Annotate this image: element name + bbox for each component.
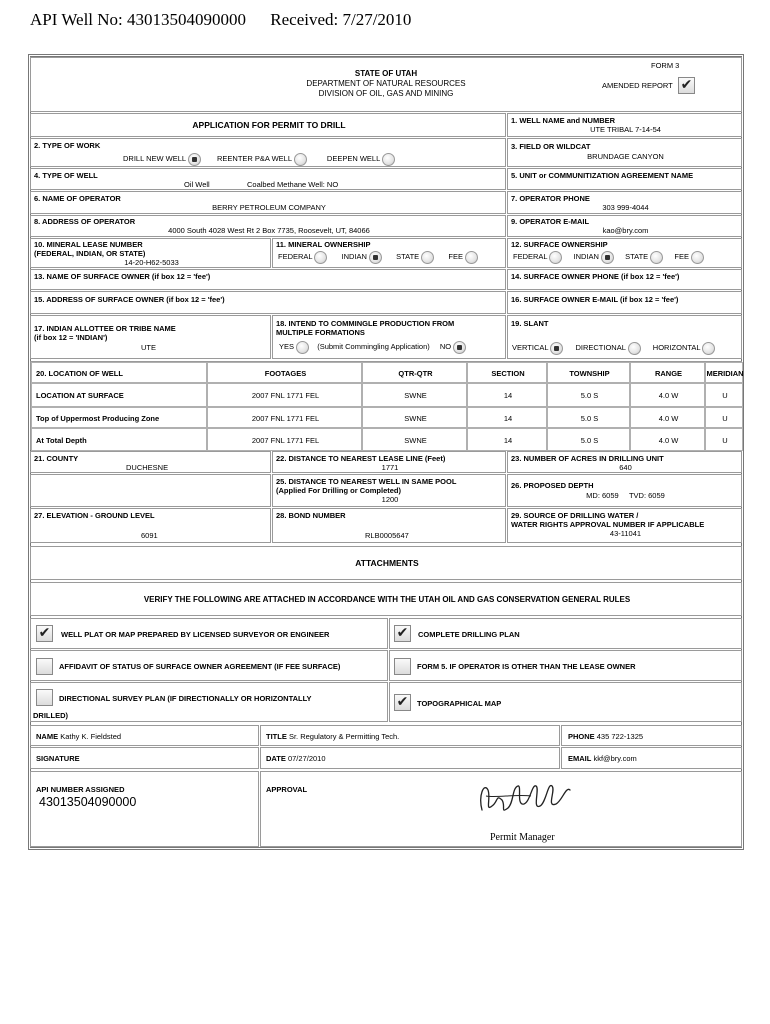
elevation-value: 6091 bbox=[141, 531, 158, 540]
location-header-text: MERIDIAN bbox=[706, 369, 744, 378]
type-of-well-value: Oil Well bbox=[184, 180, 210, 189]
signature-cell bbox=[30, 747, 259, 769]
field-6-cell bbox=[30, 191, 506, 214]
approval-label: APPROVAL bbox=[266, 785, 308, 794]
phone-label: PHONE bbox=[568, 732, 595, 741]
reenter-radio[interactable] bbox=[294, 153, 307, 166]
field-19-cell bbox=[507, 315, 742, 359]
signature-label: SIGNATURE bbox=[36, 754, 80, 763]
field-13-cell bbox=[30, 269, 506, 290]
bond-number-label: 28. BOND NUMBER bbox=[276, 511, 346, 520]
surface-owner-email-label: 16. SURFACE OWNER E-MAIL (if box 12 = 'fee') bbox=[511, 295, 679, 304]
surface-fee-radio[interactable] bbox=[691, 251, 704, 264]
location-header-text: QTR-QTR bbox=[398, 369, 433, 378]
location-cell-text: SWNE bbox=[404, 414, 427, 423]
verify-text: VERIFY THE FOLLOWING ARE ATTACHED IN ACCORDANCE WITH THE UTAH OIL AND GAS CONSERVATION GENERAL RULES bbox=[143, 595, 631, 604]
deepen-label: DEEPEN WELL bbox=[326, 154, 380, 163]
attach-5-cell bbox=[30, 682, 388, 722]
attach-1-cell bbox=[30, 618, 388, 649]
attach-5-label-cont: DRILLED) bbox=[33, 711, 68, 720]
location-cell-text: SWNE bbox=[404, 436, 427, 445]
lease-number-sublabel: (FEDERAL, INDIAN, OR STATE) bbox=[34, 249, 146, 258]
indian-allottee-sublabel: (if box 12 = 'INDIAN') bbox=[34, 333, 108, 342]
received-date: Received: 7/27/2010 bbox=[270, 10, 412, 29]
type-of-work-options bbox=[123, 152, 395, 166]
field-5-cell bbox=[507, 168, 742, 190]
mineral-ownership-options bbox=[278, 250, 478, 264]
field-26-cell bbox=[507, 474, 742, 507]
location-table-cell bbox=[547, 383, 630, 407]
attach-4-cell bbox=[389, 650, 742, 681]
phone-cell bbox=[561, 725, 742, 746]
well-name-value: UTE TRIBAL 7-14-54 bbox=[590, 125, 661, 134]
api-well-number: API Well No: 43013504090000 bbox=[30, 10, 247, 29]
location-header-cell bbox=[467, 362, 547, 383]
field-1-cell bbox=[507, 113, 742, 137]
attach-6-cell bbox=[389, 682, 742, 722]
email-label: EMAIL bbox=[568, 754, 592, 763]
field-16-cell bbox=[507, 291, 742, 314]
location-table-cell bbox=[207, 428, 362, 451]
operator-name-value: BERRY PETROLEUM COMPANY bbox=[212, 203, 326, 212]
attachments-title: ATTACHMENTS bbox=[355, 558, 419, 568]
location-cell-text: 4.0 W bbox=[658, 391, 679, 400]
acres-label: 23. NUMBER OF ACRES IN DRILLING UNIT bbox=[511, 454, 664, 463]
acres-value: 640 bbox=[619, 463, 632, 472]
proposed-depth-label: 26. PROPOSED DEPTH bbox=[511, 481, 594, 490]
surface-state-radio[interactable] bbox=[650, 251, 663, 264]
location-table-cell bbox=[31, 428, 207, 451]
location-header-text: TOWNSHIP bbox=[569, 369, 610, 378]
operator-address-label: 8. ADDRESS OF OPERATOR bbox=[34, 217, 136, 226]
commingle-no-radio[interactable] bbox=[453, 341, 466, 354]
reenter-label: REENTER P&A WELL bbox=[216, 154, 292, 163]
verify-cell bbox=[30, 582, 742, 616]
surface-owner-phone-label: 14. SURFACE OWNER PHONE (if box 12 = 'fee') bbox=[511, 272, 680, 281]
location-table-cell bbox=[207, 407, 362, 428]
location-table-cell bbox=[467, 383, 547, 407]
surface-federal-label: FEDERAL bbox=[513, 252, 548, 261]
field-3-cell bbox=[507, 138, 742, 167]
location-table-cell bbox=[362, 383, 467, 407]
field-17-cell bbox=[30, 315, 271, 359]
date-label: DATE bbox=[266, 754, 286, 763]
location-cell-text: U bbox=[722, 414, 728, 423]
location-table bbox=[30, 361, 742, 450]
location-cell-text: 14 bbox=[503, 414, 513, 423]
mineral-state-radio[interactable] bbox=[421, 251, 434, 264]
location-cell-text: 4.0 W bbox=[658, 436, 679, 445]
location-table-cell bbox=[362, 407, 467, 428]
location-header-text: RANGE bbox=[654, 369, 683, 378]
commingle-no-label: NO bbox=[439, 342, 452, 351]
location-table-cell bbox=[31, 407, 207, 428]
operator-address-value: 4000 South 4028 West Rt 2 Box 7735, Roosevelt, UT, 84066 bbox=[168, 226, 370, 235]
name-cell bbox=[30, 725, 259, 746]
nearest-well-sublabel: (Applied For Drilling or Completed) bbox=[276, 486, 401, 495]
location-header-cell bbox=[705, 362, 743, 383]
nearest-well-label: 25. DISTANCE TO NEAREST WELL IN SAME POOL bbox=[276, 477, 457, 486]
well-name-label: 1. WELL NAME and NUMBER bbox=[511, 116, 616, 125]
email-cell bbox=[561, 747, 742, 769]
field-11-cell bbox=[272, 238, 506, 268]
bond-number-value: RLB0005647 bbox=[365, 531, 409, 540]
date-cell bbox=[260, 747, 560, 769]
field-27-cell bbox=[30, 508, 271, 543]
operator-email-label: 9. OPERATOR E-MAIL bbox=[511, 217, 590, 226]
field-14-cell bbox=[507, 269, 742, 290]
slant-vertical-label: VERTICAL bbox=[512, 343, 549, 352]
attach-5-label: DIRECTIONAL SURVEY PLAN (IF DIRECTIONALLY OR HORIZONTALLY bbox=[59, 694, 312, 703]
location-header-cell bbox=[547, 362, 630, 383]
field-23-cell bbox=[507, 451, 742, 473]
slant-directional-radio[interactable] bbox=[628, 342, 641, 355]
attach-5-checkbox[interactable] bbox=[36, 689, 53, 706]
title-label: TITLE bbox=[266, 732, 287, 741]
api-assigned-label: API NUMBER ASSIGNED bbox=[36, 785, 125, 794]
mineral-indian-radio[interactable] bbox=[369, 251, 382, 264]
email-line bbox=[568, 754, 637, 763]
field-25-cell bbox=[272, 474, 506, 507]
email-value: kkf@bry.com bbox=[593, 754, 637, 763]
attach-2-cell bbox=[389, 618, 742, 649]
location-cell-text: Top of Uppermost Producing Zone bbox=[36, 414, 160, 423]
field-15-cell bbox=[30, 291, 506, 314]
drill-new-well-label: DRILL NEW WELL bbox=[123, 154, 186, 163]
coalbed-value: Coalbed Methane Well: NO bbox=[247, 180, 339, 189]
surface-ownership-label: 12. SURFACE OWNERSHIP bbox=[511, 240, 608, 249]
attach-1-checkbox[interactable]: ✔ bbox=[36, 625, 53, 642]
mineral-federal-radio[interactable] bbox=[314, 251, 327, 264]
form-title: APPLICATION FOR PERMIT TO DRILL bbox=[192, 120, 346, 130]
surface-fee-label: FEE bbox=[674, 252, 689, 261]
permit-manager-label: Permit Manager bbox=[490, 832, 555, 843]
surface-indian-label: INDIAN bbox=[573, 252, 599, 261]
title-line bbox=[266, 732, 399, 741]
county-label: 21. COUNTY bbox=[34, 454, 79, 463]
surface-owner-address-label: 15. ADDRESS OF SURFACE OWNER (if box 12 = 'fee') bbox=[34, 295, 225, 304]
name-value: Kathy K. Fieldsted bbox=[60, 732, 122, 741]
location-header-cell bbox=[31, 362, 207, 383]
slant-horizontal-label: HORIZONTAL bbox=[652, 343, 701, 352]
surface-indian-radio[interactable] bbox=[601, 251, 614, 264]
location-header-cell bbox=[362, 362, 467, 383]
location-header-text: FOOTAGES bbox=[264, 369, 307, 378]
nearest-well-value: 1200 bbox=[381, 495, 399, 504]
operator-name-label: 6. NAME OF OPERATOR bbox=[34, 194, 121, 203]
slant-horizontal-radio[interactable] bbox=[702, 342, 715, 355]
api-assigned-cell bbox=[30, 771, 259, 847]
indian-allottee-value: UTE bbox=[141, 343, 156, 352]
surface-ownership-options bbox=[513, 250, 704, 264]
surface-owner-name-label: 13. NAME OF SURFACE OWNER (if box 12 = 'fee') bbox=[34, 272, 211, 281]
location-table-cell bbox=[630, 383, 705, 407]
location-header-cell bbox=[630, 362, 705, 383]
attachments-header-cell bbox=[30, 546, 742, 580]
location-cell-text: 5.0 S bbox=[580, 436, 599, 445]
commingle-yes-radio[interactable] bbox=[296, 341, 309, 354]
location-cell-text: 5.0 S bbox=[580, 391, 599, 400]
field-9-cell bbox=[507, 215, 742, 237]
form-number: FORM 3 bbox=[651, 61, 680, 70]
approval-signature bbox=[476, 776, 576, 821]
slant-vertical-radio[interactable] bbox=[550, 342, 563, 355]
location-cell-text: At Total Depth bbox=[36, 436, 87, 445]
water-source-sublabel: WATER RIGHTS APPROVAL NUMBER IF APPLICABLE bbox=[511, 520, 705, 529]
location-table-cell bbox=[547, 428, 630, 451]
location-cell-text: 5.0 S bbox=[580, 414, 599, 423]
location-table-cell bbox=[705, 383, 743, 407]
mineral-federal-label: FEDERAL bbox=[278, 252, 313, 261]
page-header bbox=[30, 10, 431, 30]
name-label: NAME bbox=[36, 732, 59, 741]
slant-label: 19. SLANT bbox=[511, 319, 549, 328]
drill-new-well-radio[interactable] bbox=[188, 153, 201, 166]
lease-line-distance-value: 1771 bbox=[381, 463, 399, 472]
attach-3-label: AFFIDAVIT OF STATUS OF SURFACE OWNER AGREEMENT (IF FEE SURFACE) bbox=[59, 662, 341, 671]
amended-report-checkbox[interactable]: ✔ bbox=[678, 77, 695, 94]
attach-6-checkbox[interactable]: ✔ bbox=[394, 694, 411, 711]
field-8-cell bbox=[30, 215, 506, 237]
date-value: 07/27/2010 bbox=[287, 754, 326, 763]
field-18-cell bbox=[272, 315, 506, 359]
location-cell-text: U bbox=[722, 436, 728, 445]
elevation-label: 27. ELEVATION - GROUND LEVEL bbox=[34, 511, 155, 520]
location-table-cell bbox=[31, 383, 207, 407]
location-header-cell bbox=[207, 362, 362, 383]
type-of-well-label: 4. TYPE OF WELL bbox=[34, 171, 98, 180]
commingle-note: (Submit Commingling Application) bbox=[317, 342, 430, 351]
location-table-cell bbox=[207, 383, 362, 407]
attach-1-label: WELL PLAT OR MAP PREPARED BY LICENSED SURVEYOR OR ENGINEER bbox=[61, 630, 330, 639]
attach-2-checkbox[interactable]: ✔ bbox=[394, 625, 411, 642]
location-table-cell bbox=[630, 428, 705, 451]
operator-phone-value: 303 999-4044 bbox=[602, 203, 649, 212]
location-cell-text: 4.0 W bbox=[658, 414, 679, 423]
state-title: STATE OF UTAH bbox=[354, 69, 418, 78]
slant-options bbox=[512, 341, 715, 355]
water-source-value: 43-11041 bbox=[609, 529, 642, 538]
surface-state-label: STATE bbox=[625, 252, 649, 261]
field-7-cell bbox=[507, 191, 742, 214]
field-10-cell bbox=[30, 238, 271, 268]
approval-cell bbox=[260, 771, 742, 847]
type-of-work-label: 2. TYPE OF WORK bbox=[34, 141, 101, 150]
field-22-cell bbox=[272, 451, 506, 473]
field-29-cell bbox=[507, 508, 742, 543]
field-2-cell bbox=[30, 138, 506, 167]
name-line bbox=[36, 732, 121, 741]
form-header-block bbox=[30, 57, 742, 112]
attach-4-checkbox[interactable] bbox=[394, 658, 411, 675]
field-wildcat-label: 3. FIELD OR WILDCAT bbox=[511, 142, 591, 151]
phone-line bbox=[568, 732, 643, 741]
field-21-cell bbox=[30, 451, 271, 473]
mineral-indian-label: INDIAN bbox=[341, 252, 367, 261]
phone-value: 435 722-1325 bbox=[596, 732, 644, 741]
field-wildcat-value: BRUNDAGE CANYON bbox=[587, 152, 664, 161]
lease-line-distance-label: 22. DISTANCE TO NEAREST LEASE LINE (Feet) bbox=[276, 454, 446, 463]
location-table-cell bbox=[705, 428, 743, 451]
mineral-ownership-label: 11. MINERAL OWNERSHIP bbox=[276, 240, 371, 249]
amended-report-label: AMENDED REPORT bbox=[602, 81, 673, 90]
location-cell-text: SWNE bbox=[404, 391, 427, 400]
deepen-radio[interactable] bbox=[382, 153, 395, 166]
attach-2-label: COMPLETE DRILLING PLAN bbox=[418, 630, 520, 639]
mineral-fee-radio[interactable] bbox=[465, 251, 478, 264]
empty-cell-24 bbox=[30, 474, 271, 507]
title-value: Sr. Regulatory & Permitting Tech. bbox=[288, 732, 400, 741]
lease-number-value: 14-20-H62-5033 bbox=[124, 258, 179, 267]
water-source-label: 29. SOURCE OF DRILLING WATER / bbox=[511, 511, 639, 520]
location-table-cell bbox=[362, 428, 467, 451]
title-cell bbox=[30, 113, 506, 137]
department-title: DEPARTMENT OF NATURAL RESOURCES bbox=[306, 79, 466, 88]
attach-6-label: TOPOGRAPHICAL MAP bbox=[417, 699, 502, 708]
operator-phone-label: 7. OPERATOR PHONE bbox=[511, 194, 590, 203]
location-cell-text: 14 bbox=[503, 436, 513, 445]
commingle-yes-label: YES bbox=[279, 342, 295, 351]
surface-federal-radio[interactable] bbox=[549, 251, 562, 264]
proposed-depth-value: MD: 6059 TVD: 6059 bbox=[586, 491, 665, 500]
field-4-cell bbox=[30, 168, 506, 190]
location-table-cell bbox=[467, 407, 547, 428]
lease-number-label: 10. MINERAL LEASE NUMBER bbox=[34, 240, 143, 249]
mineral-state-label: STATE bbox=[396, 252, 420, 261]
attach-3-cell bbox=[30, 650, 388, 681]
indian-allottee-label: 17. INDIAN ALLOTTEE OR TRIBE NAME bbox=[34, 324, 176, 333]
location-cell-text: 2007 FNL 1771 FEL bbox=[251, 414, 320, 423]
location-cell-text: U bbox=[722, 391, 728, 400]
county-value: DUCHESNE bbox=[126, 463, 169, 472]
location-table-cell bbox=[630, 407, 705, 428]
location-header-text: SECTION bbox=[491, 369, 525, 378]
location-cell-text: 2007 FNL 1771 FEL bbox=[251, 391, 320, 400]
commingle-label: 18. INTEND TO COMMINGLE PRODUCTION FROM bbox=[276, 319, 455, 328]
field-28-cell bbox=[272, 508, 506, 543]
location-table-cell bbox=[467, 428, 547, 451]
location-table-cell bbox=[547, 407, 630, 428]
location-cell-text: LOCATION AT SURFACE bbox=[36, 391, 124, 400]
api-assigned-value: 43013504090000 bbox=[39, 795, 137, 809]
attach-3-checkbox[interactable] bbox=[36, 658, 53, 675]
commingle-sublabel: MULTIPLE FORMATIONS bbox=[276, 328, 365, 337]
mineral-fee-label: FEE bbox=[448, 252, 463, 261]
date-line bbox=[266, 754, 326, 763]
title-field-cell bbox=[260, 725, 560, 746]
field-12-cell bbox=[507, 238, 742, 268]
location-table-cell bbox=[705, 407, 743, 428]
location-cell-text: 2007 FNL 1771 FEL bbox=[251, 436, 320, 445]
division-title: DIVISION OF OIL, GAS AND MINING bbox=[318, 89, 454, 98]
unit-agreement-label: 5. UNIT or COMMUNITIZATION AGREEMENT NAME bbox=[511, 171, 694, 180]
slant-directional-label: DIRECTIONAL bbox=[575, 343, 626, 352]
commingle-options bbox=[279, 340, 466, 354]
attach-4-label: FORM 5. IF OPERATOR IS OTHER THAN THE LEASE OWNER bbox=[417, 662, 636, 671]
location-cell-text: 14 bbox=[503, 391, 513, 400]
location-header-text: 20. LOCATION OF WELL bbox=[36, 369, 123, 378]
operator-email-value: kao@bry.com bbox=[602, 226, 649, 235]
